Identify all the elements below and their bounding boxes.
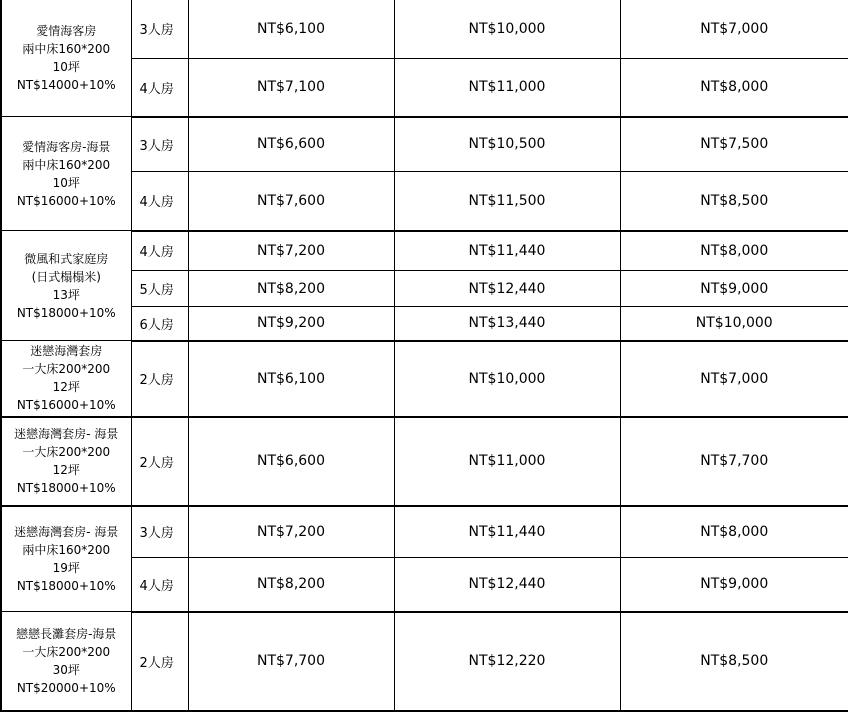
- room-type-line: 愛情海客房-海景: [22, 139, 111, 154]
- table-row: [1, 341, 848, 417]
- occupancy-cell: 3人房: [131, 506, 188, 558]
- price-cell: NT$7,000: [620, 341, 848, 417]
- price-cell: NT$6,100: [188, 341, 394, 417]
- room-type-line: 愛情海客房: [36, 23, 97, 38]
- price-cell: NT$7,200: [188, 506, 394, 558]
- room-type-cell: [1, 612, 131, 711]
- price-cell: NT$8,000: [620, 506, 848, 558]
- room-type-line: 10坪: [52, 175, 80, 190]
- room-type-cell: [1, 506, 131, 612]
- room-type-cell: [1, 231, 131, 341]
- room-type-line: NT$20000+10%: [16, 680, 116, 695]
- room-type-line: 10坪: [52, 59, 80, 74]
- table-row: [1, 117, 848, 172]
- price-cell: NT$8,000: [620, 231, 848, 271]
- room-type-cell: [1, 417, 131, 506]
- price-cell: NT$7,200: [188, 231, 394, 271]
- price-cell: NT$9,000: [620, 271, 848, 307]
- room-type-line: NT$14000+10%: [16, 77, 116, 92]
- room-type-line: 一大床200*200: [22, 362, 111, 377]
- room-type-line: 一大床200*200: [22, 445, 111, 459]
- price-cell: NT$7,600: [188, 172, 394, 231]
- price-cell: NT$11,440: [394, 506, 620, 558]
- price-cell: NT$9,000: [620, 558, 848, 612]
- room-type-line: NT$16000+10%: [16, 193, 116, 208]
- price-cell: NT$7,500: [620, 117, 848, 172]
- price-cell: NT$12,440: [394, 558, 620, 612]
- price-cell: NT$11,000: [394, 417, 620, 506]
- occupancy-cell: 4人房: [131, 59, 188, 117]
- room-type-cell: [1, 341, 131, 417]
- price-cell: NT$7,700: [620, 417, 848, 506]
- room-type-cell: [1, 0, 131, 117]
- room-type-line: 迷戀海灣套房- 海景: [14, 427, 119, 441]
- room-type-line: (日式榻榻米): [31, 269, 101, 284]
- occupancy-cell: 6人房: [131, 307, 188, 341]
- room-type-line: 30坪: [52, 662, 80, 677]
- price-cell: NT$7,700: [188, 612, 394, 711]
- price-cell: NT$10,000: [620, 307, 848, 341]
- price-cell: NT$9,200: [188, 307, 394, 341]
- price-cell: NT$6,600: [188, 117, 394, 172]
- price-cell: NT$11,000: [394, 59, 620, 117]
- price-cell: NT$11,440: [394, 231, 620, 271]
- room-type-line: NT$18000+10%: [16, 305, 116, 320]
- price-cell: NT$8,200: [188, 558, 394, 612]
- price-cell: NT$6,100: [188, 0, 394, 59]
- room-type-line: 12坪: [52, 380, 80, 395]
- room-type-line: 戀戀長灘套房-海景: [16, 626, 117, 641]
- price-cell: NT$11,500: [394, 172, 620, 231]
- room-type-line: 13坪: [52, 287, 80, 302]
- occupancy-cell: 4人房: [131, 558, 188, 612]
- room-type-line: 兩中床160*200: [22, 157, 111, 172]
- price-cell: NT$8,000: [620, 59, 848, 117]
- table-row: [1, 417, 848, 506]
- table-row: [1, 231, 848, 271]
- occupancy-cell: 4人房: [131, 172, 188, 231]
- room-type-line: 12坪: [52, 463, 80, 477]
- occupancy-cell: 2人房: [131, 341, 188, 417]
- room-type-line: 迷戀海灣套房: [30, 344, 103, 359]
- price-cell: NT$7,100: [188, 59, 394, 117]
- room-type-line: 兩中床160*200: [22, 41, 111, 56]
- room-type-line: NT$16000+10%: [16, 398, 116, 413]
- price-cell: NT$10,000: [394, 0, 620, 59]
- price-cell: NT$12,440: [394, 271, 620, 307]
- price-cell: NT$8,500: [620, 612, 848, 711]
- price-cell: NT$8,200: [188, 271, 394, 307]
- room-type-line: 微風和式家庭房: [24, 251, 109, 266]
- occupancy-cell: 3人房: [131, 117, 188, 172]
- price-cell: NT$6,600: [188, 417, 394, 506]
- occupancy-cell: 4人房: [131, 231, 188, 271]
- room-type-line: 19坪: [52, 560, 80, 575]
- room-type-line: 兩中床160*200: [22, 542, 111, 557]
- table-row: [1, 612, 848, 711]
- price-cell: NT$10,500: [394, 117, 620, 172]
- room-type-line: 一大床200*200: [22, 644, 111, 659]
- room-type-line: 迷戀海灣套房- 海景: [14, 524, 119, 539]
- price-cell: NT$13,440: [394, 307, 620, 341]
- room-type-cell: [1, 117, 131, 231]
- room-type-line: NT$18000+10%: [16, 481, 116, 495]
- occupancy-cell: 2人房: [131, 417, 188, 506]
- occupancy-cell: 3人房: [131, 0, 188, 59]
- price-cell: NT$7,000: [620, 0, 848, 59]
- price-cell: NT$10,000: [394, 341, 620, 417]
- price-cell: NT$12,220: [394, 612, 620, 711]
- occupancy-cell: 2人房: [131, 612, 188, 711]
- table-row: [1, 506, 848, 558]
- room-type-line: NT$18000+10%: [16, 578, 116, 593]
- price-cell: NT$8,500: [620, 172, 848, 231]
- occupancy-cell: 5人房: [131, 271, 188, 307]
- table-row: [1, 0, 848, 59]
